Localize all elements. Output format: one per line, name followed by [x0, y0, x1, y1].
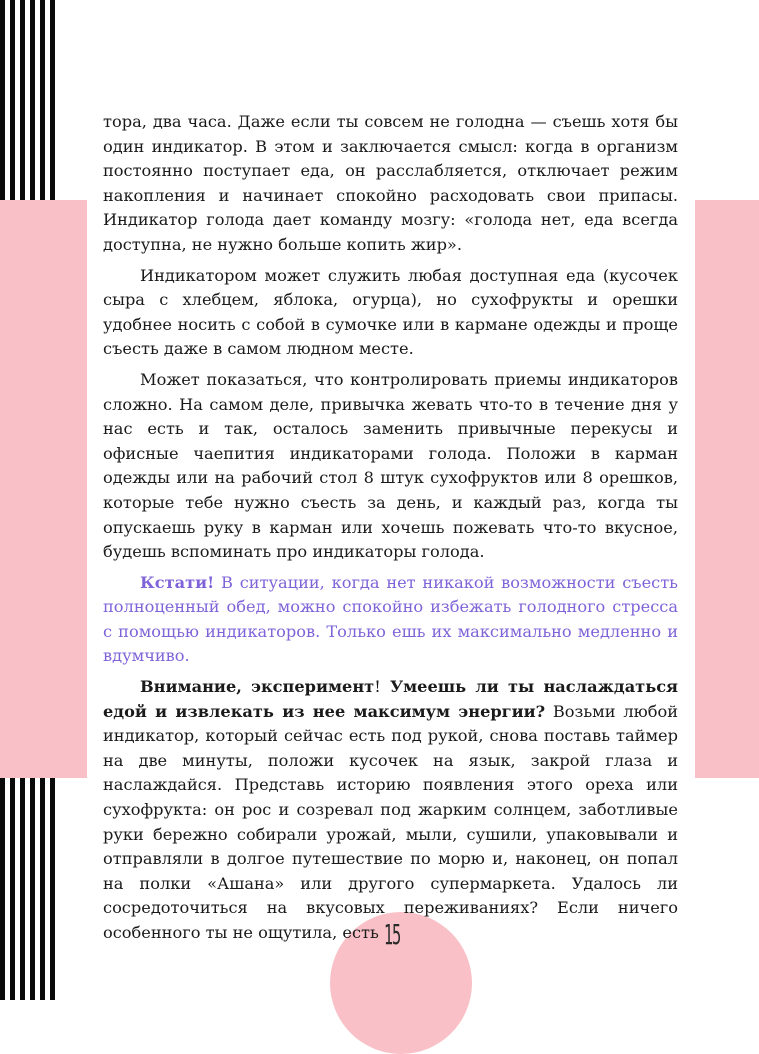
- paragraph-continuation: тора, два часа. Даже если ты совсем не голодна — съешь хотя бы один индикатор. В этом и заключается смысл: когда в организм постоянно поступает еда, он расслабляется, отключает режим накопления и начинает спокойно расходовать свои припасы. Индикатор голода дает команду мозгу: «голода нет, еда всегда доступна, не нужно больше копить жир».: [103, 112, 678, 254]
- experiment-mark: !: [374, 677, 381, 697]
- experiment-question: Умеешь ли ты наслаждаться едой и извлекать из нее максимум энергии?: [103, 677, 679, 721]
- paragraph-control-indicators: Может показаться, что контролировать приемы индикаторов сложно. На самом деле, привычка жевать что-то в течение дня у нас есть и так, осталось заменить привычные перекусы и офисные чаепития индикаторами голода. Положи в карман одежды или на рабочий стол 8 штук сухофруктов или 8 орешков, которые тебе нужно съесть за день, и каждый раз, когда ты опускаешь руку в карман или хочешь пожевать что-то вкусное, будешь вспоминать про индикаторы голода.: [103, 369, 678, 562]
- experiment-paragraph: [103, 675, 678, 946]
- remark-paragraph: [103, 571, 678, 669]
- book-text-column: [103, 110, 678, 946]
- pink-block-right: [695, 200, 759, 778]
- remark-title: Кстати!: [140, 572, 215, 592]
- paragraph-indicator-food: Индикатором может служить любая доступная еда (кусочек сыра с хлебцем, яблока, огурца), но сухофрукты и орешки удобнее носить с собой в сумочке или в кармане одежды и проще съесть даже в самом людном месте.: [103, 265, 678, 359]
- page-number: 15: [383, 918, 401, 951]
- pink-block-left: [0, 200, 87, 778]
- experiment-heading: Внимание, эксперимент: [140, 677, 375, 697]
- experiment-text: Возьми любой индикатор, который сейчас есть под рукой, снова поставь таймер на две минуты, положи кусочек на язык, закрой глаза и наслаждайся. Представь историю появления этого ореха или сухофрукта: он рос и созревал под жарким солнцем, заботливые руки бережно собирали урожай, мыли, сушили, упаковывали и отправляли в долгое путешествие по морю и, наконец, он попал на полки «Ашана» или другого супермаркета. Удалось ли сосредоточиться на вкусовых переживаниях? Если ничего особенного ты не ощутила, есть: [103, 701, 678, 942]
- remark-text: В ситуации, когда нет никакой возможности съесть полноценный обед, можно спокойно избежать голодного стресса с помощью индикаторов. Только ешь их максимально медленно и вдумчиво.: [103, 572, 678, 666]
